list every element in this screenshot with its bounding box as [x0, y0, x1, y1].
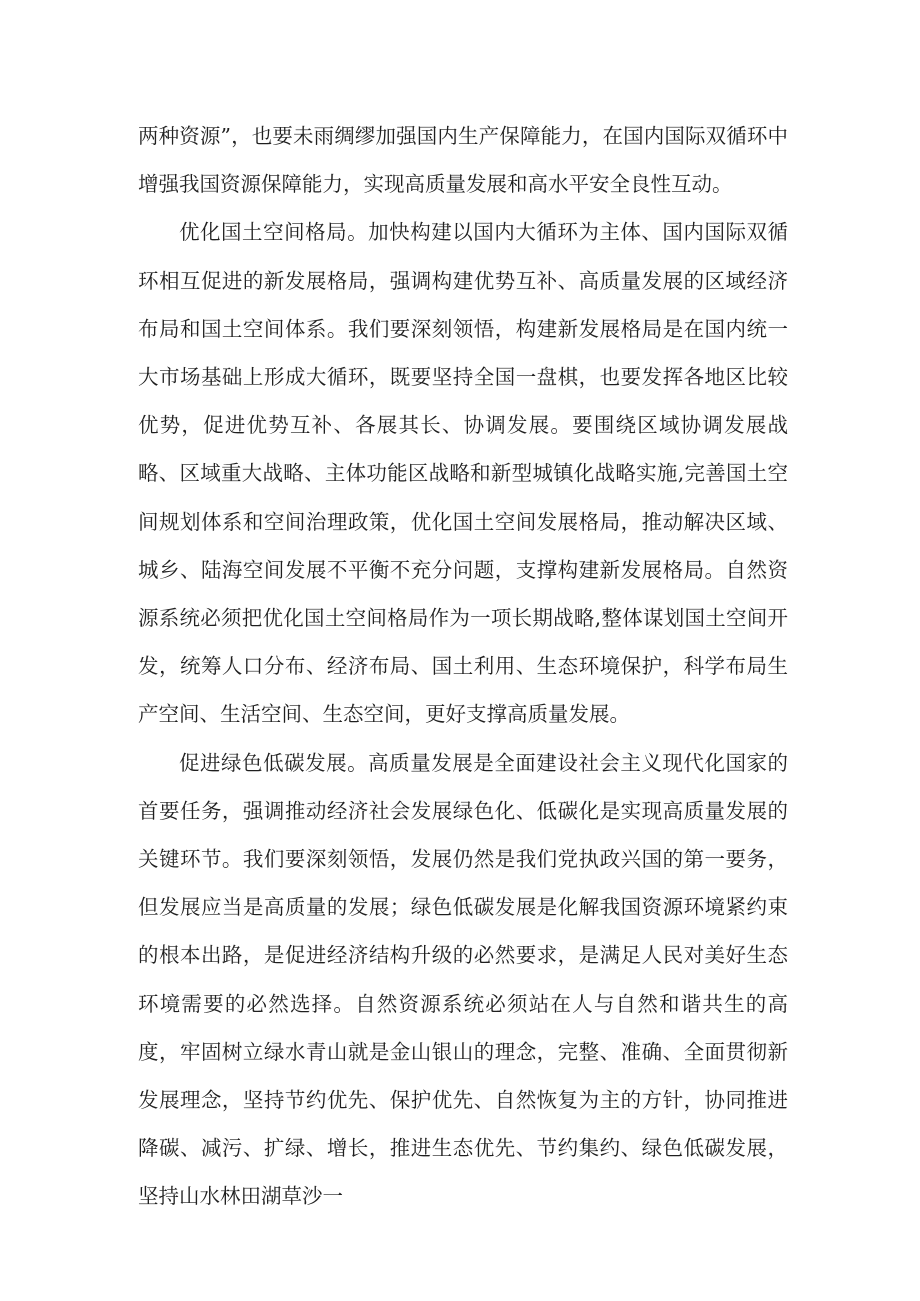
paragraph-1: 两种资源”，也要未雨绸缪加强国内生产保障能力，在国内国际双循环中增强我国资源保障能力，实现高质量发展和高水平安全良性互动。 — [138, 124, 788, 197]
paragraph-3: 促进绿色低碳发展。高质量发展是全面建设社会主义现代化国家的首要任务，强调推动经济社会发展绿色化、低碳化是实现高质量发展的关键环节。我们要深刻领悟，发展仍然是我们党执政兴国的第一要务，但发展应当是高质量的发展；绿色低碳发展是化解我国资源环境紧约束的根本出路，是促进经济结构升级的必然要求，是满足人民对美好生态环境需要的必然选择。自然资源系统必须站在人与自然和谐共生的高度，牢固树立绿水青山就是金山银山的理念，完整、准确、全面贯彻新发展理念，坚持节约优先、保护优先、自然恢复为主的方针，协同推进降碳、减污、扩绿、增长，推进生态优先、节约集约、绿色低碳发展，坚持山水林田湖草沙一 — [138, 750, 788, 1209]
document-body — [138, 112, 788, 1221]
paragraph-2: 优化国土空间格局。加快构建以国内大循环为主体、国内国际双循环相互促进的新发展格局，强调构建优势互补、高质量发展的区域经济布局和国土空间体系。我们要深刻领悟，构建新发展格局是在国内统一大市场基础上形成大循环，既要坚持全国一盘棋，也要发挥各地区比较优势，促进优势互补、各展其长、协调发展。要围绕区域协调发展战略、区域重大战略、主体功能区战略和新型城镇化战略实施,完善国土空间规划体系和空间治理政策，优化国土空间发展格局，推动解决区域、城乡、陆海空间发展不平衡不充分问题，支撑构建新发展格局。自然资源系统必须把优化国土空间格局作为一项长期战略,整体谋划国土空间开发，统筹人口分布、经济布局、国土利用、生态环境保护，科学布局生产空间、生活空间、生态空间，更好支撑高质量发展。 — [138, 220, 788, 727]
